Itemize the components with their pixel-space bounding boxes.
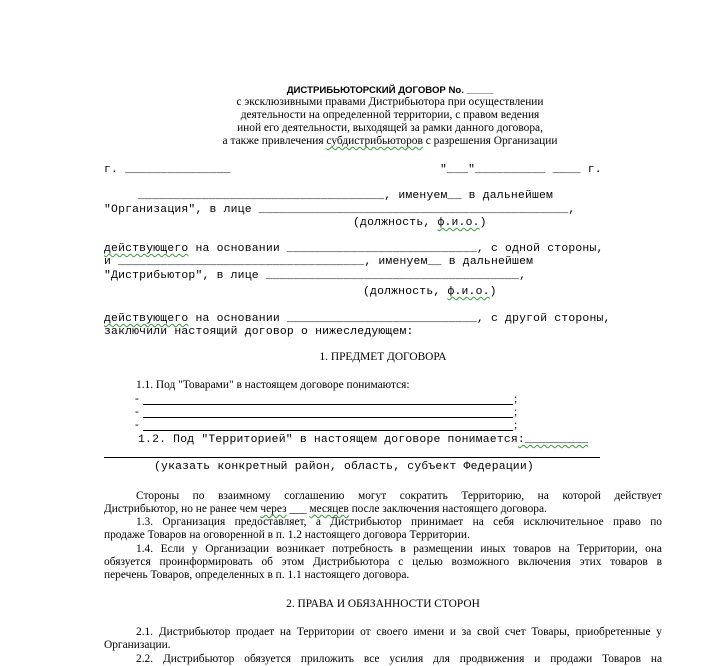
organization-line: ___________________________________, именуем__ в дальнейшем (138, 190, 554, 202)
spellcheck-word: субдистрибьюторов (326, 135, 423, 147)
clause-1-1: 1.1. Под "Товарами" в настоящем договоре понимаются: (136, 379, 410, 391)
clause-2-1-line-1: 2.1. Дистрибьютор продает на Территории от своего имени и за свой счет Товары, приобретенные у (136, 626, 662, 638)
subtitle-line-3: иной его деятельности, выходящей за рамки данного договора, (237, 122, 543, 134)
position-caption-2 (363, 286, 497, 299)
subtitle-line-2: деятельности на определенной территории, с правом ведения (240, 109, 540, 121)
spellcheck-word: месяцев (309, 503, 349, 515)
section-1-heading: 1. ПРЕДМЕТ ДОГОВОРА (319, 351, 447, 363)
and-line: и ___________________________________, именуем__ в дальнейшем (104, 256, 534, 268)
clause-1-3-line-1: 1.3. Организация предоставляет, а Дистрибьютор принимает на себя исключительное право по (136, 516, 662, 528)
spellcheck-word: через (260, 503, 287, 515)
caption-text: (должность, (363, 286, 448, 298)
spellcheck-word: действующего (104, 313, 189, 325)
clause-2-2-line-1: 2.2. Дистрибьютор обязуется приложить все усилия для продвижения и продажи Товаров на (136, 653, 662, 665)
caption-text: ) (489, 286, 497, 298)
goods-semicolon-1: ; (514, 393, 518, 405)
goods-blank-line-3 (143, 430, 513, 431)
goods-blank-line-2 (143, 417, 513, 418)
spellcheck-word: :_________ (517, 434, 589, 446)
organization-name-line: "Организация", в лице ____________________________________________, (104, 204, 576, 216)
goods-blank-line-1 (143, 404, 513, 405)
clause-1-3-line-2: продаже Товаров на оговоренной в п. 1.2 настоящего договора Территории. (104, 529, 470, 541)
subtitle-line-4 (200, 135, 580, 148)
spellcheck-word: действующего (104, 243, 189, 255)
clause-2-1-line-2: Организации. (104, 639, 171, 651)
sides-text: Дистрибьютор, но не ранее чем (104, 503, 261, 515)
contract-title: ДИСТРИБЬЮТОРСКИЙ ДОГОВОР No. _____ (286, 85, 494, 96)
goods-dash-2: - (135, 406, 142, 418)
caption-text: ) (479, 217, 487, 229)
sides-text: после заключения настоящего договора. (348, 503, 547, 515)
sides-paragraph-line-1: Стороны по взаимному соглашению могут сократить Территорию, на которой действует (136, 490, 662, 502)
territory-blank-line (104, 457, 600, 458)
territory-caption: (указать конкретный район, область, субъект Федерации) (154, 461, 534, 473)
clause-1-4-line-2: обязуется проинформировать об этом Дистрибьютора с целью возможного включения этих товаров в (104, 556, 662, 568)
city-field: г. _______________ (104, 164, 231, 176)
basis-text: на основании ___________________________, с другой стороны, (188, 313, 611, 325)
subtitle-line-4-post: с разрешения Организации (422, 135, 558, 147)
spellcheck-word: ф.и.о. (447, 286, 490, 298)
subtitle-line-1: с эксклюзивными правами Дистрибьютора при осуществлении (236, 96, 544, 108)
sides-paragraph-line-2 (104, 503, 547, 516)
subtitle-line-4-pre: а также привлечения (222, 135, 327, 147)
distributor-name-line: "Дистрибьютор", в лице ____________________________________, (104, 270, 527, 282)
goods-semicolon-3: ; (514, 419, 518, 431)
basis-line-1 (104, 243, 604, 256)
position-caption-1 (353, 217, 487, 230)
clause-1-2-text: 1.2. Под "Территорией" в настоящем договоре понимается (138, 434, 518, 446)
basis-text: на основании ___________________________, с одной стороны, (188, 243, 604, 255)
goods-dash-3: - (135, 419, 142, 431)
basis-line-2 (104, 313, 611, 326)
goods-dash-1: - (135, 393, 142, 405)
clause-1-2 (138, 434, 588, 447)
sides-text: ___ (286, 503, 310, 515)
caption-text: (должность, (353, 217, 438, 229)
clause-1-4-line-3: перечень Товаров, определенных в п. 1.1 настоящего договора. (104, 569, 410, 581)
spellcheck-word: ф.и.о. (437, 217, 480, 229)
section-2-heading: 2. ПРАВА И ОБЯЗАННОСТИ СТОРОН (286, 598, 480, 610)
concluded-line: заключили настоящий договор о нижеследующем: (104, 326, 414, 338)
clause-1-4-line-1: 1.4. Если у Организации возникает потребность в размещении иных товаров на Территории, она (136, 543, 662, 555)
date-field: "___"__________ ____ г. (440, 164, 602, 176)
goods-semicolon-2: ; (514, 406, 518, 418)
